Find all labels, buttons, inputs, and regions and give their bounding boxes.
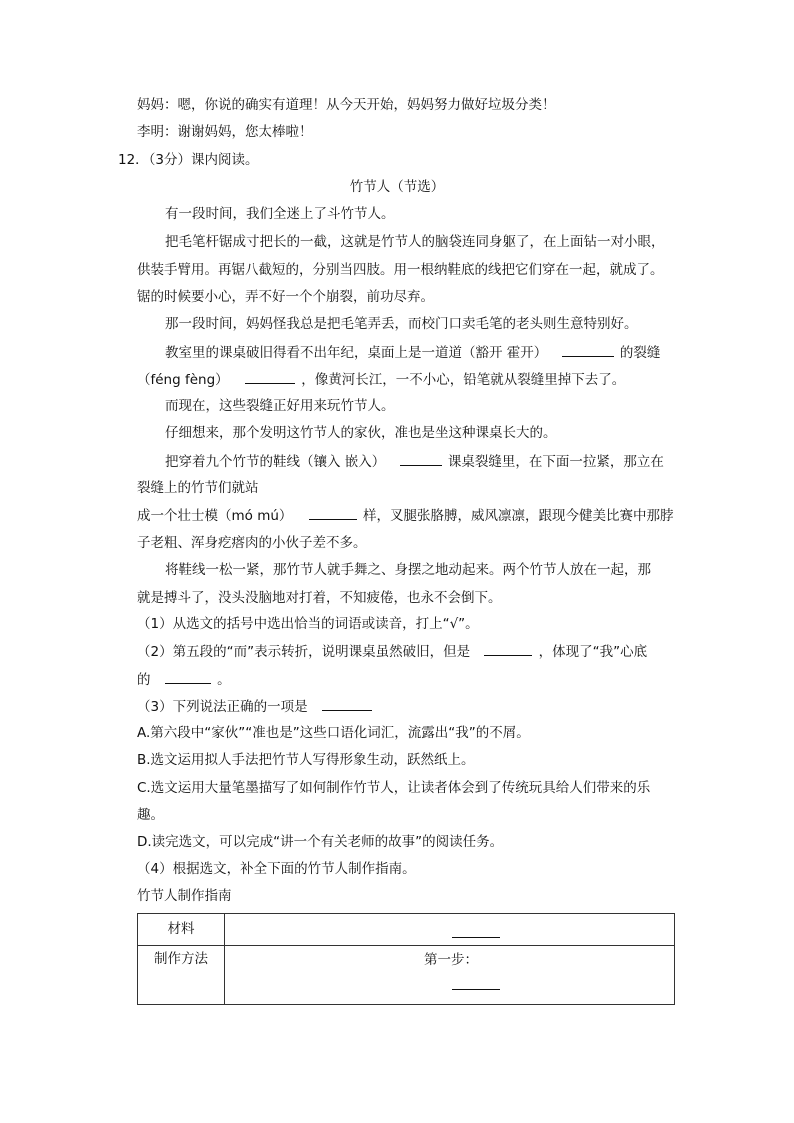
question-text: 的 [137,672,151,688]
dialogue-mom: 妈妈：嗯，你说的确实有道理！从今天开始，妈妈努力做好垃圾分类！ [137,97,556,113]
passage-text: 课桌裂缝里，在下面一拉紧，那立在 [447,454,664,470]
subquestion-1: （1）从选文的括号中选出恰当的词语或读音，打上“√”。 [137,616,479,632]
passage-text: 把穿着九个竹节的鞋线（镶入 嵌入） [165,454,386,470]
answer-blank[interactable] [452,923,500,938]
option-a: A.第六段中“家伙”“准也是”这些口语化词汇，流露出“我”的不屑。 [137,725,530,741]
option-c-cont: 趣。 [137,807,164,823]
subquestion-2 [137,641,647,662]
method-cell [225,946,675,1005]
passage-paragraph: 那一段时间，妈妈怪我总是把毛笔弄丢，而校门口卖毛笔的老头则生意特别好。 [165,316,638,332]
passage-title: 竹节人（节选） [349,179,445,195]
subquestion-4: （4）根据选文，补全下面的竹节人制作指南。 [137,861,416,877]
row-label-materials: 材料 [138,914,225,946]
passage-text: 教室里的课桌破旧得看不出年纪，桌面上是一道道（豁开 霍开） [165,345,548,361]
subquestion-3 [137,696,372,717]
passage-paragraph [165,451,664,472]
answer-blank[interactable] [322,696,372,711]
passage-paragraph [137,369,625,390]
row-label-method: 制作方法 [138,946,225,1005]
guide-table [137,913,675,1005]
passage-text: 样，叉腿张胳膊，威风凛凛，跟现今健美比赛中那脖 [363,508,674,524]
answer-blank[interactable] [452,975,500,990]
option-b: B.选文运用拟人手法把竹节人写得形象生动，跃然纸上。 [137,752,475,768]
passage-paragraph: 把毛笔杆锯成寸把长的一截，这就是竹节人的脑袋连同身躯了，在上面钻一对小眼， [165,234,665,250]
question-text: （2）第五段的“而”表示转折，说明课桌虽然破旧，但是 [137,644,471,660]
passage-text: 成一个壮士模（mó mú） [137,508,293,524]
table-row [138,914,675,946]
guide-title: 竹节人制作指南 [137,888,232,904]
question-text: ，体现了“我”心底 [538,644,648,660]
passage-paragraph [137,505,674,526]
passage-paragraph: 将鞋线一松一紧，那竹节人就手舞之、身摆之地动起来。两个竹节人放在一起，那 [165,562,651,578]
answer-blank[interactable] [484,641,532,656]
answer-blank[interactable] [309,505,357,520]
question-text: 。 [217,672,231,688]
passage-text: ，像黄河长江，一不小心，铅笔就从裂缝里掉下去了。 [301,372,626,388]
question-text: （3）下列说法正确的一项是 [137,699,308,715]
passage-paragraph: 而现在，这些裂缝正好用来玩竹节人。 [165,398,395,414]
step-label: 第一步： [424,952,478,968]
passage-paragraph: 裂缝上的竹节们就站 [137,480,259,496]
passage-paragraph: 有一段时间，我们全迷上了斗竹节人。 [165,206,395,222]
materials-cell [225,914,675,946]
passage-text: 的裂缝 [619,345,661,361]
answer-blank[interactable] [245,369,295,384]
passage-paragraph: 仔细想来，那个发明这竹节人的家伙，准也是坐这种课桌长大的。 [165,425,557,441]
answer-blank[interactable] [400,451,442,466]
subquestion-2-cont [137,669,231,690]
dialogue-liming: 李明：谢谢妈妈，您太棒啦！ [137,124,313,140]
passage-paragraph: 供装手臂用。再锯八截短的，分别当四肢。用一根纳鞋底的线把它们穿在一起，就成了。 [137,262,664,278]
table-row [138,946,675,1005]
option-d: D.读完选文，可以完成“讲一个有关老师的故事”的阅读任务。 [137,834,504,850]
passage-text: （féng fèng） [137,372,229,388]
answer-blank[interactable] [562,342,614,357]
passage-paragraph [165,342,660,363]
passage-paragraph: 子老粗、浑身疙瘩肉的小伙子差不多。 [137,535,367,551]
passage-paragraph: 就是搏斗了，没头没脑地对打着，不知疲倦，也永不会倒下。 [137,590,502,606]
passage-paragraph: 锯的时候要小心，弄不好一个个崩裂，前功尽弃。 [137,289,434,305]
option-c: C.选文运用大量笔墨描写了如何制作竹节人，让读者体会到了传统玩具给人们带来的乐 [137,780,651,796]
answer-blank[interactable] [165,669,211,684]
question-header: 12．（3分）课内阅读。 [118,152,259,168]
